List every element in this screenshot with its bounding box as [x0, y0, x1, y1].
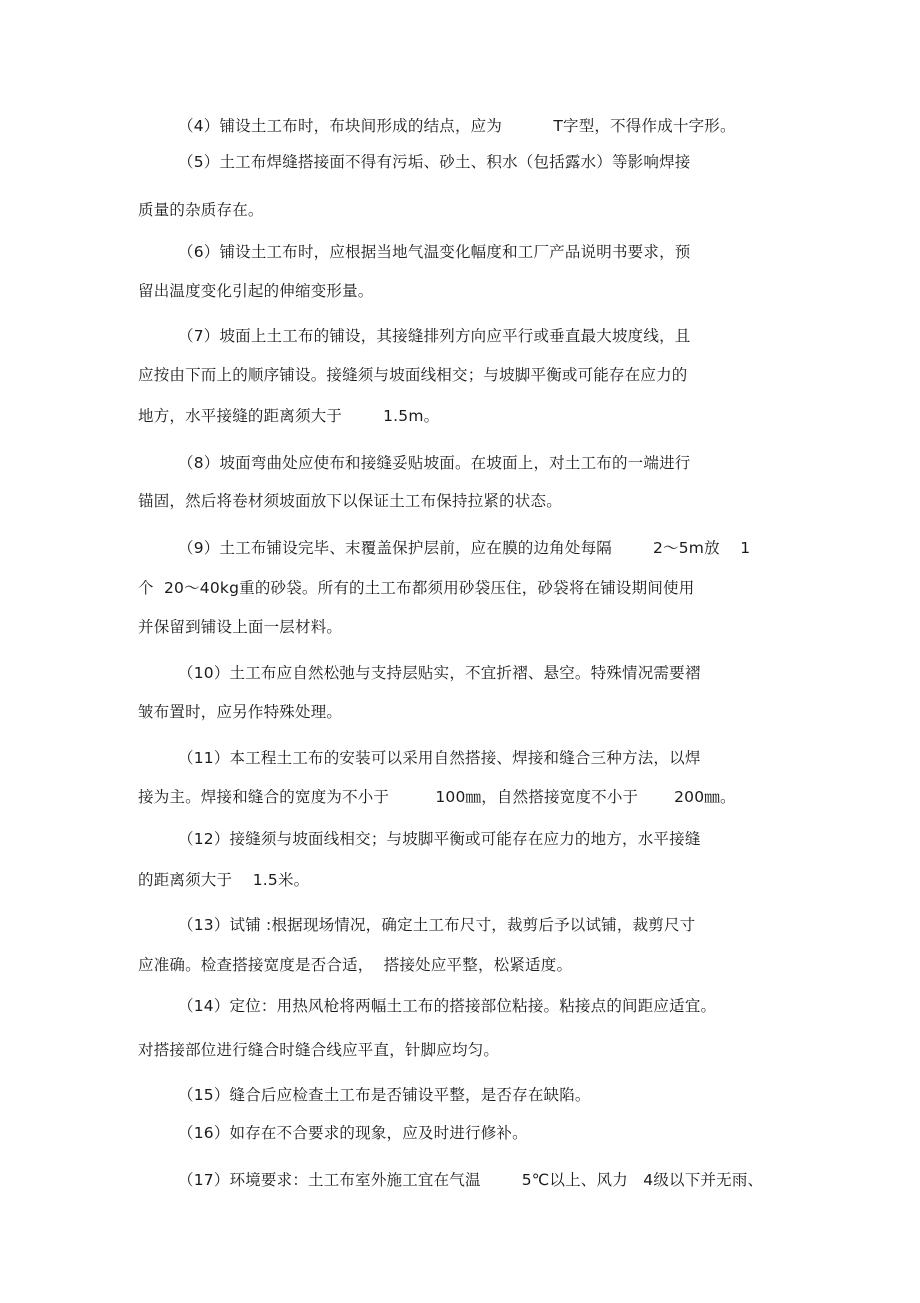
text-line: （6）铺设土工布时，应根据当地气温变化幅度和工厂产品说明书要求，预 [178, 243, 691, 261]
text-line: 质量的杂质存在。 [138, 201, 264, 219]
text-line: （4）铺设土工布时，布块间形成的结点，应为 T字型，不得作成十字形。 [178, 117, 736, 135]
text-line: （11）本工程土工布的安装可以采用自然搭接、焊接和缝合三种方法，以焊 [178, 749, 701, 767]
text-line: （7）坡面上土工布的铺设，其接缝排列方向应平行或垂直最大坡度线，且 [178, 327, 691, 345]
text-line: 地方，水平接缝的距离须大于 1.5m。 [138, 407, 440, 425]
text-line: 并保留到铺设上面一层材料。 [138, 618, 343, 636]
text-line: （13）试铺 :根据现场情况，确定土工布尺寸，裁剪后予以试铺，裁剪尺寸 [178, 916, 696, 934]
text-line: 个 20～40kg重的砂袋。所有的土工布都须用砂袋压住，砂袋将在铺设期间使用 [138, 579, 695, 597]
text-line: （9）土工布铺设完毕、末覆盖保护层前，应在膜的边角处每隔 2～5m放 1 [178, 539, 751, 557]
text-line: （17）环境要求：土工布室外施工宜在气温 5℃以上、风力 4级以下并无雨、 [178, 1171, 764, 1189]
text-line: 对搭接部位进行缝合时缝合线应平直，针脚应均匀。 [138, 1041, 500, 1059]
text-line: （10）土工布应自然松弛与支持层贴实，不宜折褶、悬空。特殊情况需要褶 [178, 664, 701, 682]
text-line: 应准确。检查搭接宽度是否合适， 搭接处应平整，松紧适度。 [138, 956, 573, 974]
text-line: 皱布置时，应另作特殊处理。 [138, 703, 343, 721]
text-line: 留出温度变化引起的伸缩变形量。 [138, 282, 374, 300]
text-line: 锚固，然后将卷材须坡面放下以保证土工布保持拉紧的状态。 [138, 492, 562, 510]
text-line: （14）定位：用热风枪将两幅土工布的搭接部位粘接。粘接点的间距应适宜。 [178, 997, 717, 1015]
text-line: （15）缝合后应检查土工布是否铺设平整，是否存在缺陷。 [178, 1086, 591, 1104]
text-line: （16）如存在不合要求的现象，应及时进行修补。 [178, 1124, 528, 1142]
text-line: （8）坡面弯曲处应使布和接缝妥贴坡面。在坡面上，对土工布的一端进行 [178, 454, 691, 472]
text-line: （5）土工布焊缝搭接面不得有污垢、砂土、积水（包括露水）等影响焊接 [178, 153, 691, 171]
text-line: 应按由下而上的顺序铺设。接缝须与坡面线相交；与坡脚平衡或可能存在应力的 [138, 366, 688, 384]
text-line: （12）接缝须与坡面线相交；与坡脚平衡或可能存在应力的地方，水平接缝 [178, 830, 701, 848]
text-line: 的距离须大于 1.5米。 [138, 871, 310, 889]
text-line: 接为主。焊接和缝合的宽度为不小于 100㎜，自然搭接宽度不小于 200㎜。 [138, 788, 736, 806]
